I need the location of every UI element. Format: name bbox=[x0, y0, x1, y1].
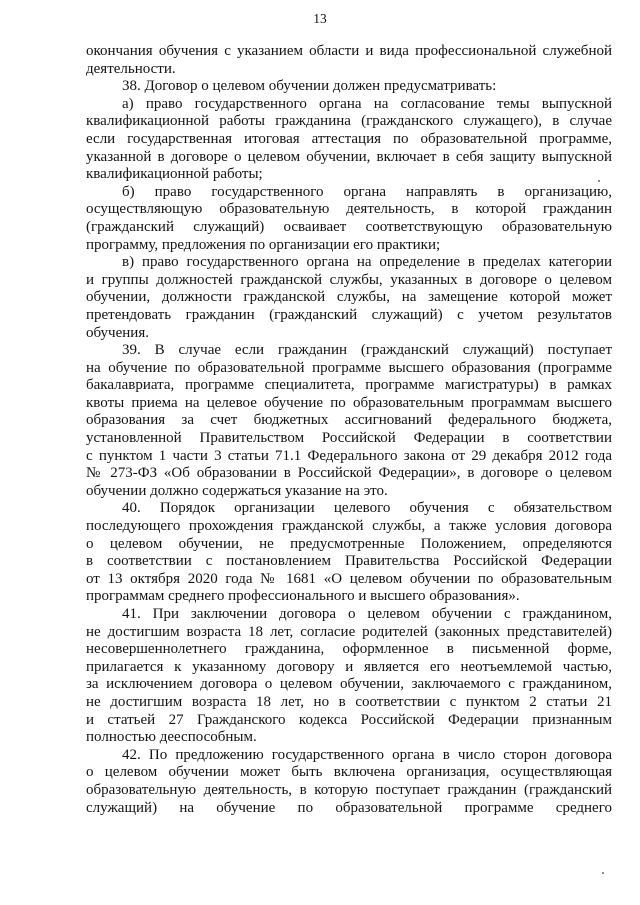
text-line: указанной в договоре о целевом обучении, включает в себя защиту выпускной bbox=[86, 148, 612, 165]
scan-speck bbox=[602, 872, 604, 874]
text-line: обучении должно содержаться указание на это. bbox=[86, 482, 388, 499]
text-line: служащий) на обучение по образовательной программе среднего bbox=[86, 799, 612, 816]
text-line: несовершеннолетнего гражданина, оформленное в письменной форме, bbox=[86, 641, 612, 658]
text-line: за исключением договора о целевом обучении, заключаемого с гражданином, bbox=[86, 676, 612, 693]
text-line: если государственная итоговая аттестация по образовательной программе, bbox=[86, 130, 612, 147]
text-line: бакалавриата, программе специалитета, программе магистратуры) в рамках bbox=[86, 377, 612, 394]
text-line: от 13 октября 2020 года № 1681 «О целевом обучении по образовательным bbox=[86, 570, 612, 587]
paragraph-first-line: а) право государственного органа на согласование темы выпускной bbox=[122, 95, 612, 112]
text-line: на обучение по образовательной программе высшего образования (программе bbox=[86, 359, 612, 376]
text-line: о целевом обучении может быть включена организация, осуществляющая bbox=[86, 764, 612, 781]
text-line: образовательную деятельность, в которую поступает гражданин (гражданский bbox=[86, 781, 612, 798]
text-line: и статьей 27 Гражданского кодекса Российской Федерации признанным bbox=[86, 711, 612, 728]
scan-speck bbox=[598, 180, 600, 182]
text-line: (гражданский служащий) осваивает соответствующую образовательную bbox=[86, 218, 612, 235]
paragraph-first-line: 42. По предложению государственного органа в число сторон договора bbox=[122, 746, 612, 763]
text-line: образования за счет бюджетных ассигнований федерального бюджета, bbox=[86, 412, 612, 429]
text-line: квалификационной работы гражданина (гражданского служащего), в случае bbox=[86, 113, 612, 130]
text-line: и группы должностей гражданской службы, указанных в договоре о целевом bbox=[86, 271, 612, 288]
text-line: последующего прохождения гражданской службы, а также условия договора bbox=[86, 518, 612, 535]
text-line: окончания обучения с указанием области и вида профессиональной служебной bbox=[86, 43, 612, 59]
text-line: в соответствии с постановлением Правительства Российской Федерации bbox=[86, 553, 612, 570]
text-line: квалификационной работы; bbox=[86, 166, 263, 183]
text-line: программам среднего профессионального и высшего образования». bbox=[86, 588, 520, 605]
text-line: № 273-ФЗ «Об образовании в Российской Федерации», в договоре о целевом bbox=[86, 465, 612, 482]
document-body bbox=[86, 43, 612, 817]
paragraph-first-line: 39. В случае если гражданин (гражданский служащий) поступает bbox=[122, 342, 612, 359]
text-line: осуществляющую образовательную деятельность, в которой гражданин bbox=[86, 201, 612, 218]
paragraph-first-line: 40. Порядок организации целевого обучения с обязательством bbox=[122, 500, 612, 517]
text-line: не достигшим возраста 18 лет, но в соответствии с пунктом 2 статьи 21 bbox=[86, 693, 612, 710]
text-line: не достигшим возраста 18 лет, согласие родителей (законных представителей) bbox=[86, 623, 612, 640]
paragraph-first-line: 41. При заключении договора о целевом обучении с гражданином, bbox=[122, 606, 612, 622]
paragraph-first-line: б) право государственного органа направлять в организацию, bbox=[122, 183, 612, 200]
text-line: с пунктом 1 части 3 статьи 71.1 Федерального закона от 29 декабря 2012 года bbox=[86, 447, 612, 464]
text-line: о целевом обучении, не предусмотренные Положением, определяются bbox=[86, 535, 612, 552]
text-line: обучения. bbox=[86, 324, 149, 341]
text-line: программу, предложения по организации его практики; bbox=[86, 236, 441, 253]
text-line: претендовать гражданин (гражданский служащий) с учетом результатов bbox=[86, 306, 612, 323]
text-line: полностью дееспособным. bbox=[86, 729, 257, 746]
text-line: деятельности. bbox=[86, 60, 176, 77]
paragraph-first-line: в) право государственного органа на определение в пределах категории bbox=[122, 254, 612, 271]
paragraph-first-line: 38. Договор о целевом обучении должен предусматривать: bbox=[122, 78, 497, 95]
page-number: 13 bbox=[313, 11, 327, 26]
text-line: установленной Правительством Российской Федерации в соответствии bbox=[86, 430, 612, 447]
text-line: обучении, должности гражданской службы, на замещение которой может bbox=[86, 289, 612, 306]
text-line: квоты приема на целевое обучение по образовательным программам высшего bbox=[86, 394, 612, 411]
text-line: прилагается к указанному договору и является его неотъемлемой частью, bbox=[86, 658, 612, 675]
